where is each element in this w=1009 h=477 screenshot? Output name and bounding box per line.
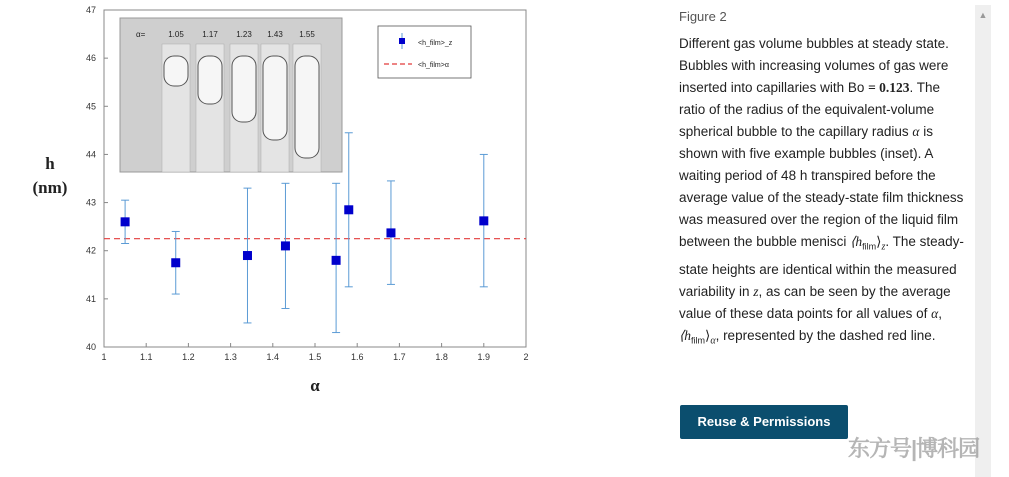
x-tick-label: 1.5 [308,352,322,362]
y-tick-label: 41 [85,293,96,304]
x-tick-label: 2 [523,352,529,362]
y-tick-label: 40 [85,342,96,352]
watermark-logo: 东方号|博科园 [848,436,980,461]
bubble-shape [232,56,256,122]
inset-alpha-label: α= [136,30,146,39]
inset-alpha-value: 1.05 [168,30,184,39]
figure-title: Figure 2 [679,9,727,24]
x-tick-label: 1.2 [182,352,195,362]
legend-entry-alpha: <h_film>α [418,62,449,69]
vertical-scrollbar[interactable] [975,5,991,477]
x-axis-label: α [310,376,320,395]
x-tick-label: 1.9 [477,352,491,362]
x-tick-label: 1.7 [393,352,406,362]
data-point [121,217,130,226]
data-point [243,251,252,260]
y-axis-label: h (nm) [32,154,68,197]
chart-svg [0,0,560,410]
data-point [171,258,180,267]
legend-box [378,26,471,78]
figure-chart [0,0,560,410]
data-point [479,216,488,225]
reuse-permissions-button[interactable]: Reuse & Permissions [680,405,848,439]
bubble-shape [164,56,188,86]
data-point [344,205,353,214]
figure-caption: Different gas volume bubbles at steady state. Bubbles with increasing volumes of gas were inserted into capillaries with Bo = 0.123. The ratio of the radius of the equivalent-volume spherical bubble to the capillary radius α is shown with five example bubbles (inset). A waiting period of 48 h transpired before the average value of the steady-state film thickness was measured over the region of the liquid film between the bubble menisci $⟨h_{film}⟩_z$. The steady-state heights are identical within the measured variability in z, as can be seen by the average value of these data points for all values of α, $⟨h_{film}⟩_\alpha$, represented by the dashed red line. [679,36,964,347]
x-tick-label: 1.6 [350,352,364,362]
y-tick-label: 42 [85,245,96,256]
x-tick-label: 1.1 [139,352,153,362]
inset-alpha-value: 1.55 [299,30,315,39]
data-point [386,228,395,237]
data-point [281,241,290,250]
x-tick-label: 1 [101,352,107,362]
inset-alpha-value: 1.23 [236,30,252,39]
legend-entry-z: <h_film>_z [418,40,453,47]
bubble-shape [198,56,222,104]
scroll-up-arrow-icon[interactable]: ▲ [978,10,988,20]
figure-caption-panel [665,0,975,477]
legend-marker [399,38,405,44]
y-tick-label: 43 [85,197,96,208]
x-tick-label: 1.8 [435,352,448,362]
y-tick-label: 46 [85,53,96,64]
inset-alpha-value: 1.43 [267,30,283,39]
bubble-shape [295,56,319,158]
y-tick-label: 44 [85,149,96,160]
bubble-shape [263,56,287,140]
inset-alpha-value: 1.17 [202,30,218,39]
y-tick-label: 47 [85,5,96,15]
data-point [332,256,341,265]
x-tick-label: 1.4 [266,352,280,362]
x-tick-label: 1.3 [224,352,237,362]
y-tick-label: 45 [85,101,96,112]
